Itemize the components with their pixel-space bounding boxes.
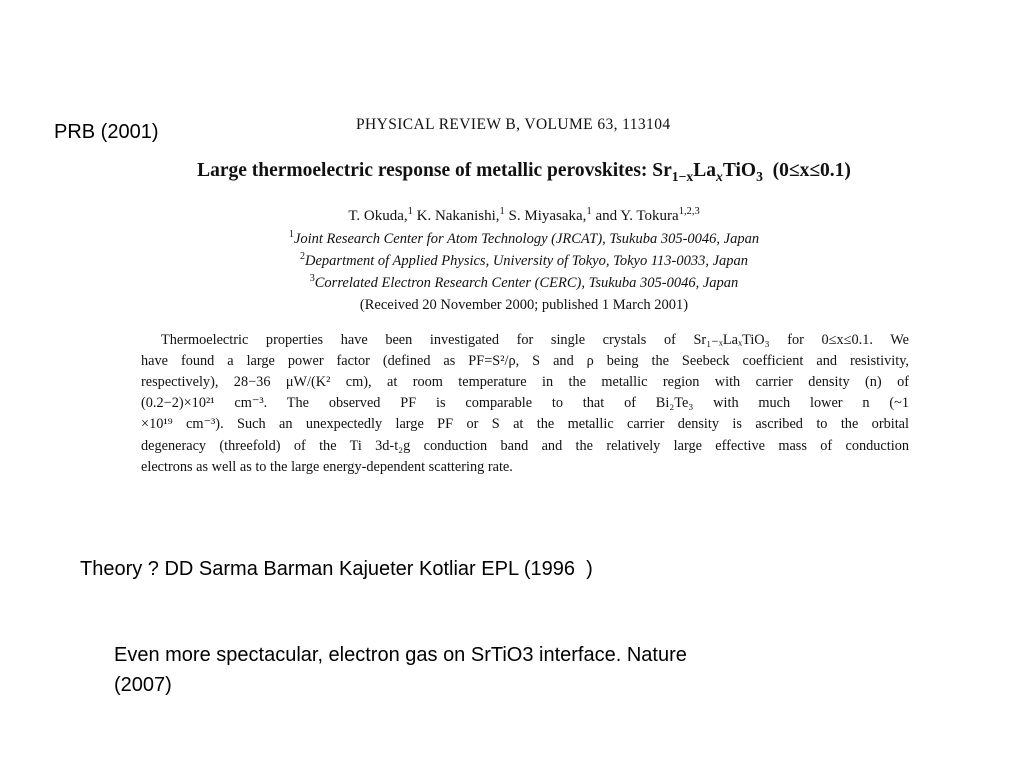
journal-header: PHYSICAL REVIEW B, VOLUME 63, 113104 xyxy=(356,116,671,133)
paper-excerpt xyxy=(138,112,910,484)
theory-note: Theory ? DD Sarma Barman Kajueter Kotliar EPL (1996 ) xyxy=(80,558,593,580)
abstract-line: degeneracy (threefold) of the Ti 3d-t₂g conduction band and the relatively large effective mass of conduction xyxy=(141,438,909,454)
abstract-line: (0.2−2)×10²¹ cm⁻³. The observed PF is comparable to that of Bi₂Te₃ with much lower n (~1 xyxy=(141,395,909,411)
author: K. Nakanishi,$^1$ xyxy=(416,206,505,224)
author: S. Miyasaka,$^1$ xyxy=(508,206,592,224)
abstract-line: respectively), 28−36 μW/(K² cm), at room temperature in the metallic region with carrier density (n) of xyxy=(141,374,909,390)
abstract-line: have found a large power factor (defined as PF=S²/ρ, S and ρ being the Seebeck coefficient and resistivity, xyxy=(141,353,909,369)
author: and Y. Tokura$^{1,2,3}$ xyxy=(595,206,700,224)
received-date: (Received 20 November 2000; published 1 March 2001) xyxy=(359,297,689,313)
interface-note-line2: (2007) xyxy=(114,674,172,696)
affiliation-1: $^1$Joint Research Center for Atom Technology (JRCAT), Tsukuba 305-0046, Japan xyxy=(288,229,760,247)
abstract-line: ×10¹⁹ cm⁻³). Such an unexpectedly large PF or S at the metallic carrier density is ascribed to the orbital xyxy=(141,416,909,432)
affiliation-3: $^3$Correlated Electron Research Center (CERC), Tsukuba 305-0046, Japan xyxy=(309,273,739,291)
prb-label: PRB (2001) xyxy=(54,121,159,143)
abstract-line: Thermoelectric properties have been investigated for single crystals of Sr₁₋ₓLaₓTiO₃ for 0≤x≤0.1. We xyxy=(161,332,909,348)
interface-note-line1: Even more spectacular, electron gas on SrTiO3 interface. Nature xyxy=(114,644,687,666)
paper-authors xyxy=(138,208,910,225)
affiliation-2: $^2$Department of Applied Physics, University of Tokyo, Tokyo 113-0033, Japan xyxy=(299,251,749,269)
abstract-line: electrons as well as to the large energy-dependent scattering rate. xyxy=(141,459,513,475)
paper-title: Large thermoelectric response of metallic perovskites: $Sr_{1-x}La_xTiO_3$ (0≤x≤0.1) xyxy=(197,160,851,184)
author: T. Okuda,$^1$ xyxy=(348,206,413,224)
